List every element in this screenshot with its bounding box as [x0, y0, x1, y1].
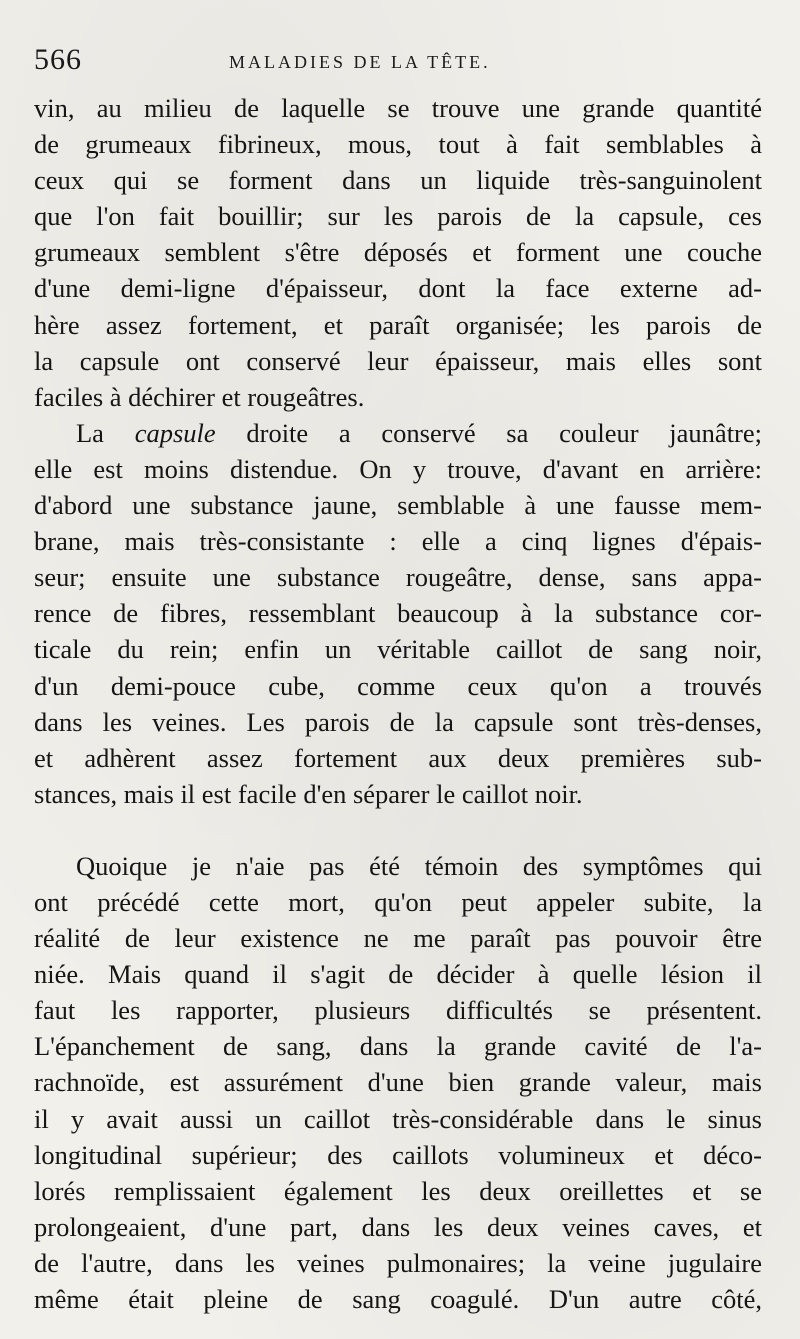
- text-line: hère assez fortement, et paraît organisée; les parois de: [34, 309, 762, 340]
- paragraph-gap: [34, 812, 762, 848]
- text-line: que l'on fait bouillir; sur les parois de la capsule, ces: [34, 201, 762, 232]
- text-line: d'une demi-ligne d'épaisseur, dont la face externe ad-: [34, 273, 762, 304]
- text-line: Quoique je n'aie pas été témoin des symptômes qui: [76, 850, 762, 881]
- text-line: de grumeaux fibrineux, mous, tout à fait semblables à: [34, 129, 762, 160]
- text-line: ticale du rein; enfin un véritable caillot de sang noir,: [34, 634, 762, 665]
- text-line: grumeaux semblent s'être déposés et forment une couche: [34, 237, 762, 268]
- text-line: prolongeaient, d'une part, dans les deux veines caves, et: [34, 1211, 762, 1242]
- page-header: [34, 40, 774, 80]
- text-line: La capsule droite a conservé sa couleur jaunâtre;: [76, 417, 762, 448]
- text-line: lorés remplissaient également les deux oreillettes et se: [34, 1175, 762, 1206]
- text-line: d'un demi-pouce cube, comme ceux qu'on a trouvés: [34, 670, 762, 701]
- text-line: L'épanchement de sang, dans la grande cavité de l'a-: [34, 1031, 762, 1062]
- text-line: dans les veines. Les parois de la capsule sont très-denses,: [34, 706, 762, 737]
- page-number: 566: [34, 43, 82, 76]
- text-line: même était pleine de sang coagulé. D'un autre côté,: [34, 1284, 762, 1314]
- text-line: elle est moins distendue. On y trouve, d'avant en arrière:: [34, 453, 762, 484]
- text-line: il y avait aussi un caillot très-considérable dans le sinus: [34, 1103, 762, 1134]
- text-line: vin, au milieu de laquelle se trouve une grande quantité: [34, 93, 762, 123]
- paragraph-2: [34, 415, 762, 812]
- text-line: la capsule ont conservé leur épaisseur, mais elles sont: [34, 345, 762, 376]
- text-line: et adhèrent assez fortement aux deux premières sub-: [34, 742, 762, 773]
- italic-term: capsule: [134, 417, 216, 448]
- text-line: longitudinal supérieur; des caillots volumineux et déco-: [34, 1139, 762, 1170]
- text-line: faut les rapporter, plusieurs difficultés se présentent.: [34, 995, 762, 1026]
- text-line: ceux qui se forment dans un liquide très-sanguinolent: [34, 165, 762, 196]
- paragraph-3: [34, 848, 762, 1317]
- text-line: seur; ensuite une substance rougeâtre, dense, sans appa-: [34, 562, 762, 593]
- text-line: niée. Mais quand il s'agit de décider à quelle lésion il: [34, 959, 762, 990]
- text-line: de l'autre, dans les veines pulmonaires; la veine jugulaire: [34, 1247, 762, 1278]
- text-line: rence de fibres, ressemblant beaucoup à la substance cor-: [34, 598, 762, 629]
- paragraph-1: [34, 90, 762, 415]
- text-line: d'abord une substance jaune, semblable à une fausse mem-: [34, 490, 762, 521]
- text-line: faciles à déchirer et rougeâtres.: [34, 381, 365, 412]
- text-line: brane, mais très-consistante : elle a cinq lignes d'épais-: [34, 526, 762, 557]
- text-line: stances, mais il est facile d'en séparer le caillot noir.: [34, 778, 583, 809]
- running-title: MALADIES DE LA TÊTE.: [229, 52, 491, 72]
- body-text: [34, 90, 762, 1317]
- text-line: ont précédé cette mort, qu'on peut appeler subite, la: [34, 886, 762, 917]
- text-line: réalité de leur existence ne me paraît pas pouvoir être: [34, 923, 762, 954]
- text-line: rachnoïde, est assurément d'une bien grande valeur, mais: [34, 1067, 762, 1098]
